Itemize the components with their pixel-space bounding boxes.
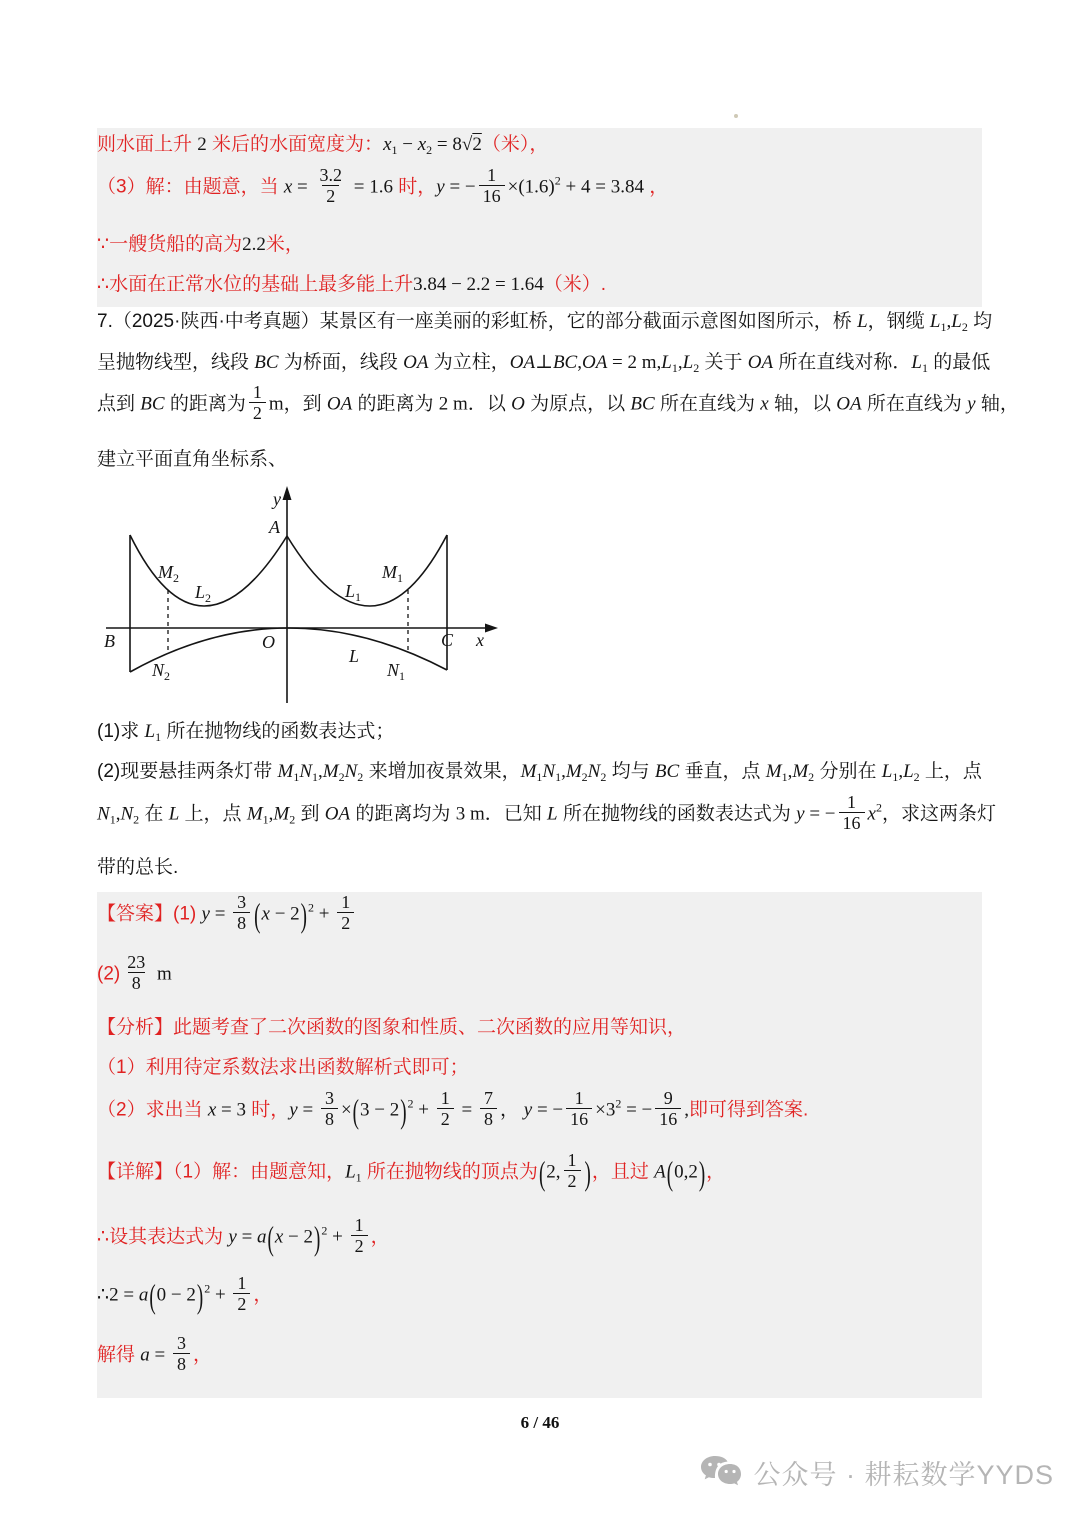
text-run: ，: [193, 1344, 213, 1366]
text-run: − 2: [269, 903, 300, 925]
text-run: ，且过: [591, 1161, 655, 1183]
fraction: $\frac{23}{8}$: [127, 952, 146, 993]
text-run: L: [661, 352, 672, 373]
text-run: L: [929, 311, 941, 332]
question-line: [97, 855, 178, 881]
text-run: 带的总长.: [97, 857, 179, 878]
text-run: 上，点: [179, 803, 247, 825]
fraction: $\frac{1}{2}$: [233, 1273, 250, 1314]
problem-line: [97, 447, 287, 473]
detail-line: [97, 1152, 725, 1193]
solution-line: [97, 272, 606, 298]
problem-line: [97, 350, 990, 381]
text-run: 【详解】（1）解：由题意知，: [97, 1161, 346, 1183]
text-run: ，: [499, 1099, 519, 1121]
fraction: $\frac{1}{2}$: [564, 1150, 581, 1191]
text-run: 为原点，以: [524, 393, 631, 415]
text-run: 在: [139, 803, 169, 825]
text-run: 1: [109, 812, 116, 827]
text-run: 2: [808, 770, 815, 784]
text-run: +: [413, 1099, 434, 1121]
label-x: x: [476, 630, 484, 650]
text-run: 所在直线为: [654, 393, 761, 415]
text-run: 2: [581, 770, 588, 784]
text-run: =: [456, 1099, 477, 1121]
text-run: (: [538, 1155, 546, 1193]
text-run: 2: [357, 770, 364, 784]
text-run: 2: [407, 1096, 414, 1111]
text-run: M: [520, 761, 537, 782]
fraction: $\frac{7}{8}$: [480, 1088, 497, 1129]
text-run: = 8: [432, 134, 462, 155]
text-run: x: [274, 1226, 284, 1248]
text-run: =: [292, 176, 313, 198]
text-run: BC: [140, 393, 165, 415]
text-run: 1: [940, 320, 947, 334]
text-run: O: [511, 393, 525, 415]
text-run: x: [383, 134, 392, 155]
text-run: y: [967, 393, 976, 415]
text-run: 轴，: [975, 393, 1019, 415]
text-run: 轴，以: [768, 393, 837, 415]
text-run: 均与: [606, 761, 655, 782]
text-run: y: [289, 1099, 298, 1121]
text-run: ×: [340, 1099, 352, 1121]
fraction: $\frac{1}{2}$: [337, 892, 354, 933]
text-run: 的距离均为: [350, 803, 456, 825]
fraction: $\frac{1}{16}$: [566, 1088, 592, 1129]
text-run: 2: [615, 1096, 622, 1111]
text-run: N: [299, 761, 313, 782]
text-run: BC: [254, 352, 279, 373]
text-run: = 2 m,: [607, 352, 662, 373]
text-run: ⊥: [535, 352, 553, 373]
text-run: ): [698, 1155, 706, 1193]
text-run: 米，: [265, 234, 304, 255]
text-run: 1: [355, 1170, 362, 1185]
watermark: [699, 1453, 1054, 1492]
text-run: 2: [289, 812, 296, 827]
text-run: OA: [403, 352, 429, 373]
text-run: 1: [155, 730, 162, 744]
text-run: = −: [532, 1099, 564, 1121]
text-run: 【分析】此题考查了二次函数的图象和性质、二次函数的应用等知识，: [97, 1017, 687, 1038]
text-run: m: [152, 963, 172, 985]
text-run: (: [352, 1093, 359, 1131]
text-run: OA: [747, 352, 774, 373]
text-run: OA: [326, 393, 353, 415]
text-run: ,: [318, 761, 323, 782]
text-run: m: [268, 393, 284, 415]
text-run: BC: [654, 761, 680, 782]
text-run: M: [792, 761, 809, 782]
text-run: 来增加夜景效果，: [363, 761, 521, 782]
text-run: M: [273, 803, 290, 825]
text-run: OA: [581, 352, 608, 373]
text-run: x: [261, 903, 270, 925]
text-run: 2: [554, 173, 561, 188]
text-run: ∴设其表达式为: [97, 1226, 229, 1248]
text-run: = 1.6: [349, 176, 393, 198]
text-run: ,: [898, 761, 904, 782]
text-run: （3）解：由题意，当: [97, 176, 284, 198]
text-run: ): [300, 897, 307, 935]
fraction: $\frac{3}{8}$: [321, 1088, 338, 1129]
y-axis-arrow: [283, 486, 292, 500]
fraction: $\frac{1}{2}$: [249, 382, 266, 423]
detail-line: [97, 1335, 212, 1376]
text-run: ×: [507, 176, 519, 198]
label-O: O: [262, 632, 275, 652]
text-run: ): [314, 1220, 321, 1258]
text-run: L: [345, 1161, 356, 1183]
text-run: （米），: [481, 134, 549, 155]
text-run: M: [765, 761, 782, 782]
detail-line: [97, 1217, 390, 1258]
text-run: N: [587, 761, 601, 782]
question-line: [97, 794, 996, 835]
text-run: L: [144, 721, 156, 742]
text-run: 3 − 2: [360, 1099, 400, 1121]
label-M1: $M_1$: [382, 562, 403, 585]
text-run: 均: [967, 311, 993, 332]
bridge-coordinate-figure: [94, 481, 504, 709]
text-run: 1: [391, 143, 398, 157]
answer-line: [97, 954, 172, 995]
text-run: 关于: [699, 352, 748, 373]
text-run: ∵一艘货船的高为: [97, 234, 243, 255]
text-run: 2: [321, 1223, 328, 1238]
text-run: x: [760, 393, 769, 415]
text-run: ，: [643, 176, 669, 198]
text-run: 的距离为: [352, 393, 439, 415]
text-run: 7.（2025·陕西·中考真题）某景区有一座美丽的彩虹桥，它的部分截面示意图如图所示，桥: [97, 311, 858, 332]
text-run: 所在直线为: [861, 393, 968, 415]
text-run: 1: [536, 770, 543, 784]
fraction: $\frac{3}{8}$: [173, 1333, 190, 1374]
text-run: y: [436, 176, 445, 198]
text-run: ∴: [97, 1284, 110, 1306]
text-run: (1.6): [518, 176, 555, 198]
text-run: ，求这两条灯: [881, 803, 996, 825]
text-run: BC: [552, 352, 578, 373]
label-A: A: [269, 517, 280, 537]
text-run: 【答案】: [97, 903, 174, 925]
text-run: （2）求出当: [97, 1099, 208, 1121]
text-run: 呈抛物线型，线段: [97, 352, 255, 373]
solution-line: [97, 167, 668, 208]
text-run: 所在抛物线的函数表达式为: [557, 803, 797, 825]
text-run: ): [400, 1093, 407, 1131]
analysis-line: [97, 1090, 808, 1131]
text-run: 所在抛物线的函数表达式；: [161, 721, 395, 742]
text-run: =: [297, 1099, 318, 1121]
text-run: 为桥面，线段: [278, 352, 404, 373]
text-run: 1: [293, 770, 300, 784]
text-run: OA: [836, 393, 862, 415]
text-run: 2: [961, 320, 968, 334]
text-run: L: [951, 311, 962, 332]
text-run: 垂直，点: [679, 761, 766, 782]
text-run: 1: [781, 770, 788, 784]
text-run: ): [196, 1278, 204, 1316]
fraction: $\frac{1}{2}$: [437, 1088, 454, 1129]
label-N2: $N_2$: [152, 660, 171, 683]
text-run: x: [417, 134, 427, 155]
text-run: ，到: [283, 393, 327, 415]
text-run: x: [867, 803, 876, 825]
text-run: a: [138, 1284, 149, 1306]
text-run: ,: [946, 311, 952, 332]
text-run: 建立平面直角坐标系、: [97, 449, 288, 470]
text-run: = −: [804, 803, 836, 825]
text-run: 米后的水面宽度为：: [206, 134, 384, 155]
text-run: ，: [370, 1226, 390, 1248]
text-run: ,: [787, 761, 793, 782]
text-run: 2.2: [242, 234, 266, 255]
text-run: OA: [324, 803, 351, 825]
text-run: −: [397, 134, 418, 155]
stray-mark: [734, 114, 738, 118]
text-run: 2: [693, 361, 700, 375]
text-run: 1: [312, 770, 319, 784]
text-run: ,: [268, 803, 274, 825]
text-run: ，: [706, 1161, 726, 1183]
question-line: [97, 759, 982, 790]
text-run: − 2: [283, 1226, 314, 1248]
fraction: $\frac{9}{16}$: [655, 1088, 681, 1129]
text-run: 2: [307, 900, 314, 915]
label-M2: $M_2$: [158, 562, 179, 585]
fraction: $\frac{1}{16}$: [479, 165, 505, 206]
text-run: x: [283, 176, 293, 198]
text-run: 2 =: [109, 1284, 139, 1306]
text-run: L: [881, 761, 893, 782]
fraction: $\frac{3.2}{2}$: [319, 165, 343, 206]
text-run: 2: [600, 770, 607, 784]
bridge-L-curve: [130, 628, 447, 672]
fraction: $\frac{1}{16}$: [839, 792, 865, 833]
label-B: B: [104, 631, 115, 651]
text-run: 2: [875, 800, 882, 815]
answer-line: [97, 894, 357, 935]
text-run: =: [209, 903, 231, 925]
text-run: 1: [892, 770, 899, 784]
text-run: =: [236, 1226, 258, 1248]
text-run: ,: [677, 352, 683, 373]
text-run: 3 m: [455, 803, 485, 825]
text-run: BC: [630, 393, 655, 415]
text-run: （1）利用待定系数法求出函数解析式即可；: [97, 1057, 469, 1078]
label-N1: $N_1$: [387, 660, 406, 683]
text-run: N: [344, 761, 358, 782]
text-run: 1: [921, 361, 928, 375]
label-L: L: [349, 646, 360, 666]
text-run: 所在抛物线的顶点为: [361, 1161, 538, 1183]
text-run: x: [207, 1099, 217, 1121]
text-run: 0,2: [674, 1161, 698, 1183]
text-run: 2: [197, 134, 207, 155]
page-number: 6 / 46: [520, 1413, 560, 1432]
text-run: L: [857, 311, 868, 332]
text-run: 2: [338, 770, 345, 784]
solution-line: [97, 132, 548, 163]
text-run: ．以: [467, 393, 512, 415]
text-run: a: [257, 1226, 267, 1248]
text-run: 则水面上升: [97, 134, 198, 155]
text-run: ．已知: [484, 803, 547, 825]
text-run: M: [565, 761, 582, 782]
problem-line: [97, 309, 992, 340]
text-run: +: [313, 903, 335, 925]
text-run: 2 m: [438, 393, 468, 415]
text-run: ): [584, 1155, 591, 1193]
text-run: ,: [115, 803, 121, 825]
text-run: 1: [671, 361, 678, 375]
text-run: y: [228, 1226, 237, 1248]
text-run: 1: [555, 770, 562, 784]
text-run: 的距离为: [164, 393, 246, 415]
problem-line: [97, 384, 1019, 425]
text-run: N: [97, 803, 110, 825]
text-run: N: [120, 803, 134, 825]
solution-line: [97, 232, 304, 258]
text-run: +: [327, 1226, 348, 1248]
text-run: = 3: [216, 1099, 247, 1121]
answer-highlight-block: [97, 892, 982, 1398]
text-run: 3.84 − 2.2 = 1.64: [413, 274, 544, 295]
text-run: ,: [577, 352, 582, 373]
text-run: 1: [262, 812, 269, 827]
text-run: = −: [621, 1099, 653, 1121]
fraction: $\frac{1}{2}$: [351, 1215, 368, 1256]
text-run: 所在直线对称．: [773, 352, 912, 373]
text-run: 2: [133, 812, 140, 827]
label-C: C: [441, 630, 454, 650]
text-run: y: [796, 803, 805, 825]
text-run: 上，点: [919, 761, 982, 782]
analysis-line: [97, 1015, 686, 1041]
label-y: y: [273, 489, 281, 509]
text-run: OA: [509, 352, 536, 373]
fraction: $\frac{3}{8}$: [233, 892, 250, 933]
text-run: L: [547, 803, 558, 825]
text-run: 2: [426, 143, 433, 157]
text-run: 解得: [97, 1344, 141, 1366]
question-line: [97, 719, 394, 750]
text-run: (2): [97, 963, 121, 985]
text-run: 2,: [546, 1161, 561, 1183]
text-run: 分别在: [814, 761, 882, 782]
text-run: 0 − 2: [156, 1284, 196, 1306]
text-run: (: [149, 1278, 156, 1316]
text-run: ，: [253, 1284, 273, 1306]
text-run: a: [140, 1344, 150, 1366]
text-run: ×3: [595, 1099, 616, 1121]
text-run: 的最低: [927, 352, 991, 373]
text-run: ,: [684, 1099, 690, 1121]
text-run: N: [542, 761, 556, 782]
text-run: (: [254, 897, 261, 935]
analysis-line: [97, 1055, 469, 1081]
text-run: ∴水面在正常水位的基础上最多能上升: [97, 274, 414, 295]
text-run: 到: [295, 803, 325, 825]
text-run: (2)现要悬挂两条灯带: [97, 761, 278, 782]
sqrt-expression: √2: [461, 134, 482, 155]
text-run: (: [267, 1220, 274, 1258]
text-run: L: [911, 352, 922, 373]
wechat-icon: [699, 1454, 743, 1492]
text-run: + 4 = 3.84: [560, 176, 644, 198]
text-run: A: [654, 1161, 666, 1183]
text-run: 为立柱，: [428, 352, 510, 373]
text-run: 即可得到答案.: [689, 1099, 809, 1121]
text-run: +: [210, 1284, 231, 1306]
text-run: (1): [173, 903, 202, 925]
x-axis-arrow: [485, 624, 498, 633]
watermark-text: 公众号 · 耕耘数学YYDS: [753, 1460, 1054, 1490]
text-run: = −: [444, 176, 476, 198]
text-run: M: [246, 803, 263, 825]
text-run: L: [903, 761, 914, 782]
text-run: ,: [561, 761, 566, 782]
text-run: （米）.: [543, 274, 607, 295]
text-run: =: [149, 1344, 170, 1366]
text-run: M: [322, 761, 339, 782]
label-L1: $L_1$: [345, 581, 362, 604]
text-run: y: [523, 1099, 533, 1121]
text-run: 时，: [392, 176, 437, 198]
text-run: 点到: [97, 393, 141, 415]
text-run: y: [201, 903, 210, 925]
text-run: M: [277, 761, 294, 782]
text-run: L: [168, 803, 180, 825]
text-run: 2: [204, 1281, 211, 1296]
text-run: 2: [913, 770, 920, 784]
text-run: L: [682, 352, 694, 373]
text-run: ，钢缆: [867, 311, 930, 332]
detail-line: [97, 1275, 272, 1316]
text-run: (: [666, 1155, 674, 1193]
label-L2: $L_2$: [195, 582, 212, 605]
text-run: (1)求: [97, 721, 145, 742]
cable-L1-curve: [287, 535, 447, 606]
text-run: 时，: [246, 1099, 290, 1121]
